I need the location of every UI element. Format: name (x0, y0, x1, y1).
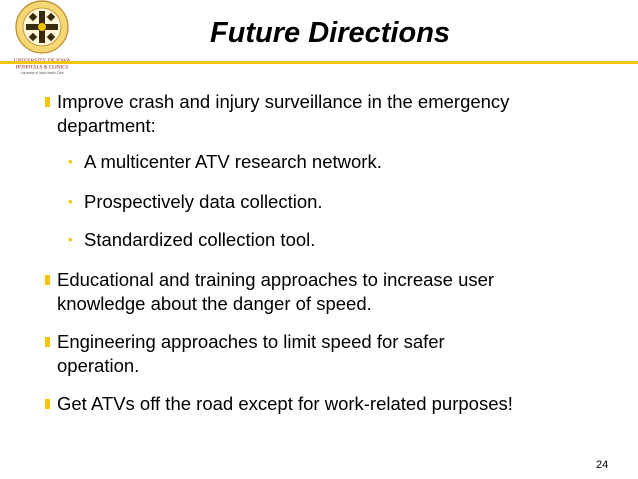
bullet-line: Improve crash and injury surveillance in the emergency (57, 91, 510, 112)
bullet-square-icon (45, 399, 50, 409)
bullet-line: Engineering approaches to limit speed for safer (57, 331, 445, 352)
bullet-line: A multicenter ATV research network. (84, 151, 382, 172)
sub-bullet-item (68, 150, 382, 174)
page-number: 24 (596, 459, 609, 471)
bullet-line: Get ATVs off the road except for work-related purposes! (57, 393, 513, 414)
bullet-dot-icon: • (68, 154, 73, 169)
bullet-line: department: (57, 115, 156, 136)
bullet-line: operation. (57, 355, 140, 376)
sub-bullet-item (68, 190, 323, 214)
bullet-dot-icon: • (68, 232, 73, 247)
svg-text:University of Iowa Health Care: University of Iowa Health Care (20, 71, 64, 75)
bullet-line: Prospectively data collection. (84, 191, 323, 212)
bullet-square-icon (45, 275, 50, 285)
bullet-square-icon (45, 97, 50, 107)
svg-text:HOSPITALS & CLINICS: HOSPITALS & CLINICS (15, 65, 69, 71)
bullet-line: Standardized collection tool. (84, 229, 316, 250)
bullet-square-icon (45, 337, 50, 347)
bullet-dot-icon: • (68, 194, 73, 209)
bullet-item (57, 392, 513, 416)
bullet-item (57, 90, 509, 138)
slide-title: Future Directions (209, 17, 451, 49)
bullet-line: knowledge about the danger of speed. (57, 293, 372, 314)
bullet-item (57, 268, 494, 316)
sub-bullet-item (68, 228, 316, 252)
title-divider (0, 61, 638, 64)
bullet-line: Educational and training approaches to increase user (57, 269, 495, 290)
bullet-item (57, 330, 445, 378)
